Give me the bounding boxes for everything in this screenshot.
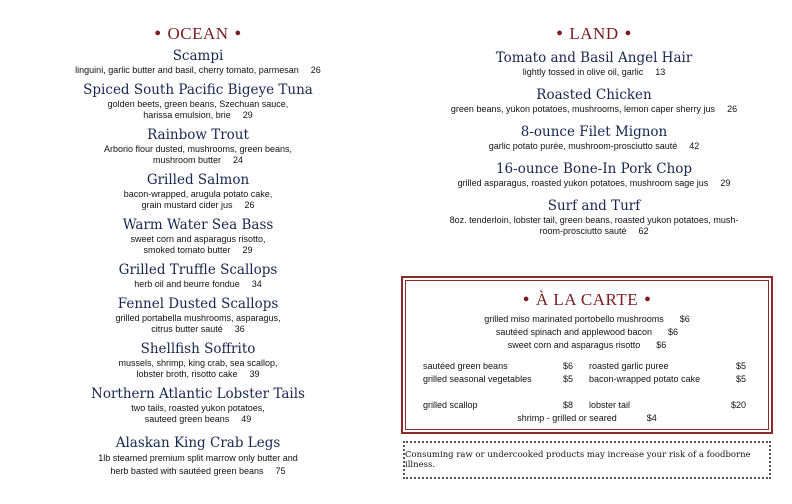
- item-name: Shellfish Soffrito: [140, 341, 256, 357]
- menu-item: [0, 127, 396, 166]
- item-price: 29: [242, 110, 253, 120]
- bullet-icon: ●: [234, 27, 242, 39]
- item-price: 49: [241, 414, 252, 424]
- menu-item: [0, 435, 396, 478]
- item-desc: grilled asparagus, roasted yukon potatoes, mushroom sage jus 29: [457, 178, 731, 188]
- item-price: 26: [310, 65, 321, 75]
- menu-item: [0, 262, 396, 290]
- item-desc: bacon-wrapped, arugula potato cake, grain mustard cider jus 26: [123, 189, 273, 210]
- bullet-icon: ●: [624, 27, 632, 39]
- item-name: Spiced South Pacific Bigeye Tuna: [83, 82, 313, 98]
- carte-item: roasted garlic puree $5: [589, 361, 746, 371]
- item-price: 29: [242, 245, 253, 255]
- ocean-heading: [0, 24, 396, 44]
- item-name: Surf and Turf: [547, 198, 641, 214]
- item-name: Warm Water Sea Bass: [122, 217, 274, 233]
- item-desc: Arborio flour dusted, mushrooms, green beans, mushroom butter 24: [103, 144, 293, 165]
- item-name: Roasted Chicken: [536, 87, 652, 103]
- land-column: [396, 0, 792, 237]
- item-price: 75: [275, 466, 286, 476]
- ocean-column: [0, 0, 396, 478]
- item-price: $4: [646, 413, 657, 423]
- menu-item: [0, 217, 396, 256]
- item-price: $5: [735, 374, 746, 384]
- carte-featured-list: [403, 313, 771, 352]
- item-desc: lightly tossed in olive oil, garlic 13: [522, 67, 666, 77]
- menu-item: [0, 386, 396, 425]
- item-price: $8: [562, 400, 573, 410]
- menu-item: [396, 161, 792, 189]
- item-price: $6: [668, 327, 679, 337]
- item-desc: mussels, shrimp, king crab, sea scallop, lobster broth, risotto cake 39: [118, 358, 278, 379]
- ocean-title: OCEAN: [167, 24, 229, 43]
- carte-item: grilled miso marinated portobello mushrooms $6: [484, 314, 690, 324]
- item-price: $5: [735, 361, 746, 371]
- item-price: 36: [234, 324, 245, 334]
- item-desc: grilled portabella mushrooms, asparagus, citrus butter sauté 36: [115, 313, 281, 334]
- bullet-icon: ●: [154, 27, 162, 39]
- bullet-icon: ●: [522, 293, 530, 305]
- item-price: $20: [730, 400, 746, 410]
- item-desc: garlic potato purée, mushroom-prosciutto sauté 42: [488, 141, 700, 151]
- carte-item: sweet corn and asparagus risotto $6: [507, 340, 667, 350]
- carte-heading: [403, 290, 771, 310]
- item-price: 62: [638, 226, 649, 236]
- menu-item: [396, 124, 792, 152]
- item-desc: green beans, yukon potatoes, mushrooms, lemon caper sherry jus 26: [450, 104, 738, 114]
- item-name: Scampi: [172, 48, 224, 64]
- item-name: 8-ounce Filet Mignon: [520, 124, 668, 140]
- menu-item: [0, 82, 396, 121]
- carte-item: sautéed spinach and applewood bacon $6: [495, 327, 679, 337]
- item-name: Fennel Dusted Scallops: [117, 296, 279, 312]
- bullet-icon: ●: [644, 293, 652, 305]
- land-heading: [396, 24, 792, 44]
- item-desc: herb oil and beurre fondue 34: [134, 279, 262, 289]
- carte-item: shrimp - grilled or seared $4: [517, 413, 657, 423]
- item-price: 13: [655, 67, 666, 77]
- carte-item: sautéed green beans $6: [423, 361, 573, 371]
- carte-item: grilled seasonal vegetables $5: [423, 374, 573, 384]
- menu-item: [0, 296, 396, 335]
- item-price: 26: [727, 104, 738, 114]
- land-title: LAND: [569, 24, 619, 43]
- menu-item: [0, 172, 396, 211]
- item-name: Alaskan King Crab Legs: [115, 435, 281, 451]
- bullet-icon: ●: [556, 27, 564, 39]
- menu-item: [0, 341, 396, 380]
- item-price: $5: [562, 374, 573, 384]
- item-price: $6: [656, 340, 667, 350]
- item-price: 39: [249, 369, 260, 379]
- item-name: Tomato and Basil Angel Hair: [495, 50, 693, 66]
- item-price: $6: [679, 314, 690, 324]
- item-price: 26: [244, 200, 255, 210]
- carte-item: lobster tail $20: [589, 400, 746, 410]
- item-price: 24: [233, 155, 244, 165]
- item-name: Grilled Salmon: [146, 172, 250, 188]
- carte-title: À LA CARTE: [535, 290, 639, 309]
- item-desc: two tails, roasted yukon potatoes, sauteed green beans 49: [131, 403, 265, 424]
- a-la-carte-box: [401, 276, 773, 434]
- item-name: Rainbow Trout: [147, 127, 249, 143]
- item-price: $6: [562, 361, 573, 371]
- menu-item: [396, 198, 792, 237]
- item-desc: 1lb steamed premium split marrow only butter and herb basted with sautéed green beans 75: [98, 453, 298, 476]
- item-price: 34: [251, 279, 262, 289]
- item-name: 16-ounce Bone-In Pork Chop: [495, 161, 693, 177]
- food-safety-notice: Consuming raw or undercooked products may increase your risk of a foodborne illness.: [403, 441, 771, 479]
- item-desc: 8oz. tenderloin, lobster tail, green beans, roasted yukon potatoes, mush- room-prosciutto sauté 62: [449, 215, 739, 236]
- menu-item: [0, 48, 396, 76]
- menu-item: [396, 87, 792, 115]
- item-desc: golden beets, green beans, Szechuan sauce, harissa emulsion, brie 29: [107, 99, 289, 120]
- item-price: 29: [720, 178, 731, 188]
- item-name: Northern Atlantic Lobster Tails: [91, 386, 305, 402]
- item-desc: sweet corn and asparagus risotto, smoked tomato butter 29: [130, 234, 266, 255]
- item-price: 42: [689, 141, 700, 151]
- carte-item: bacon-wrapped potato cake $5: [589, 374, 746, 384]
- item-name: Grilled Truffle Scallops: [118, 262, 278, 278]
- menu-item: [396, 50, 792, 78]
- item-desc: linguini, garlic butter and basil, cherry tomato, parmesan 26: [75, 65, 321, 75]
- carte-item: grilled scallop $8: [423, 400, 573, 410]
